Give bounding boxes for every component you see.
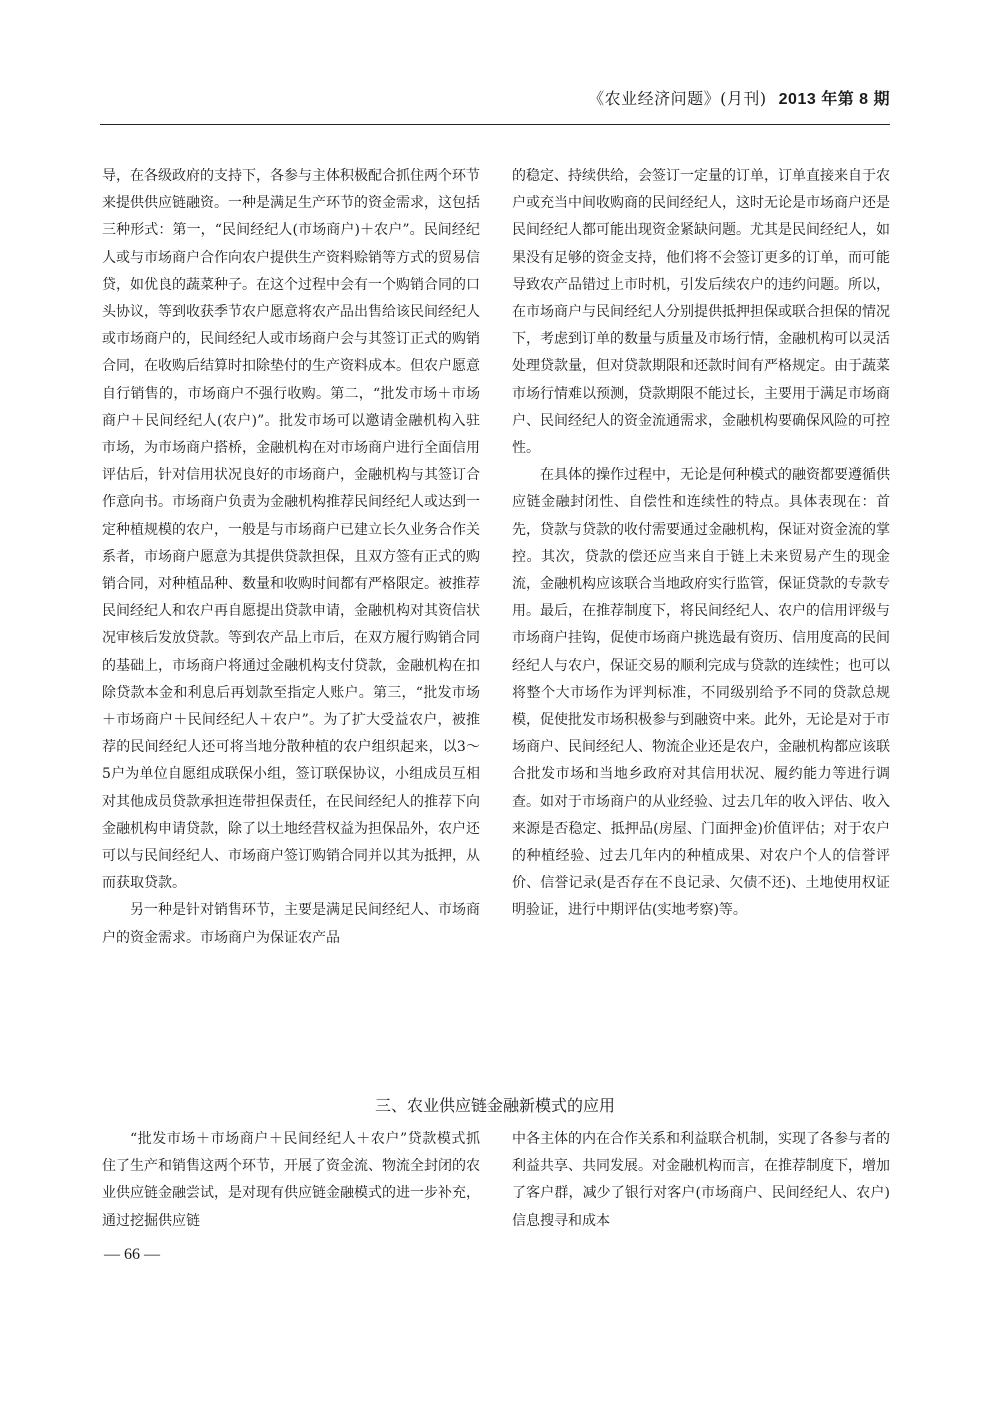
issue-label: 2013 年第 8 期 bbox=[778, 91, 890, 108]
left-column-top bbox=[102, 163, 480, 952]
paragraph: 另一种是针对销售环节，主要是满足民间经纪人、市场商户的资金需求。市场商户为保证农产品 bbox=[102, 902, 480, 946]
paragraph: 中各主体的内在合作关系和利益联合机制，实现了各参与者的利益共享、共同发展。对金融机构而言，在推荐制度下，增加了客户群，减少了银行对客户(市场商户、民间经纪人、农户)信息搜寻和成本 bbox=[512, 1131, 890, 1229]
right-column-bottom bbox=[512, 1126, 890, 1235]
paragraph: “批发市场＋市场商户＋民间经纪人＋农户”贷款模式抓住了生产和销售这两个环节，开展了资金流、物流全封闭的农业供应链金融尝试，是对现有供应链金融模式的进一步补充，通过挖掘供应链 bbox=[102, 1131, 480, 1229]
section-heading: 三、农业供应链金融新模式的应用 bbox=[374, 1096, 615, 1115]
running-header bbox=[100, 86, 890, 109]
paragraph: 导，在各级政府的支持下，各参与主体积极配合抓住两个环节来提供供应链融资。一种是满足生产环节的资金需求，这包括三种形式：第一，“民间经纪人(市场商户)＋农户”。民间经纪人或与市场商户合作向农户提供生产资料赊销等方式的贸易信贷，如优良的蔬菜种子。在这个过程中会有一个购销合同的口头协议，等到收获季节农户愿意将农产品出售给该民间经纪人或市场商户的，民间经纪人或市场商户会与其签订正式的购销合同，在收购后结算时扣除垫付的生产资料成本。但农户愿意自行销售的，市场商户不强行收购。第二，“批发市场＋市场商户＋民间经纪人(农户)”。批发市场可以邀请金融机构入驻市场，为市场商户搭桥，金融机构在对市场商户进行全面信用评估后，针对信用状况良好的市场商户，金融机构与其签订合作意向书。市场商户负责为金融机构推荐民间经纪人或达到一定种植规模的农户，一般是与市场商户已建立长久业务合作关系者，市场商户愿意为其提供贷款担保，且双方签有正式的购销合同，对种植品种、数量和收购时间都有严格限定。被推荐民间经纪人和农户再自愿提出贷款申请，金融机构对其资信状况审核后发放贷款。等到农产品上市后，在双方履行购销合同的基础上，市场商户将通过金融机构支付贷款，金融机构在扣除贷款本金和利息后再划款至指定人账户。第三，“批发市场＋市场商户＋民间经纪人＋农户”。为了扩大受益农户，被推荐的民间经纪人还可将当地分散种植的农户组织起来，以3～5户为单位自愿组成联保小组，签订联保协议，小组成员互相对其他成员贷款承担连带担保责任，在民间经纪人的推荐下向金融机构申请贷款，除了以土地经营权益为担保品外，农户还可以与民间经纪人、市场商户签订购销合同并以其为抵押，从而获取贷款。 bbox=[102, 168, 480, 892]
right-column-top bbox=[512, 163, 890, 925]
header-rule bbox=[100, 124, 890, 125]
page-number: — 66 — bbox=[104, 1246, 160, 1263]
left-column-bottom bbox=[102, 1126, 480, 1235]
paragraph: 的稳定、持续供给，会签订一定量的订单，订单直接来自于农户或充当中间收购商的民间经纪人，这时无论是市场商户还是民间经纪人都可能出现资金紧缺问题。尤其是民间经纪人，如果没有足够的资金支持，他们将不会签订更多的订单，而可能导致农产品错过上市时机，引发后续农户的违约问题。所以，在市场商户与民间经纪人分别提供抵押担保或联合担保的情况下，考虑到订单的数量与质量及市场行情，金融机构可以灵活处理贷款量，但对贷款期限和还款时间有严格规定。由于蔬菜市场行情难以预测，贷款期限不能过长，主要用于满足市场商户、民间经纪人的资金流通需求，金融机构要确保风险的可控性。 bbox=[512, 168, 890, 457]
paragraph: 在具体的操作过程中，无论是何种模式的融资都要遵循供应链金融封闭性、自偿性和连续性的特点。具体表现在：首先，贷款与贷款的收付需要通过金融机构，保证对资金流的掌控。其次，贷款的偿还应当来自于链上未来贸易产生的现金流，金融机构应该联合当地政府实行监管，保证贷款的专款专用。最后，在推荐制度下，将民间经纪人、农户的信用评级与市场商户挂钩，促使市场商户挑选最有资历、信用度高的民间经纪人与农户，保证交易的顺利完成与贷款的连续性；也可以将整个大市场作为评判标准，不同级别给予不同的贷款总规模，促使批发市场积极参与到融资中来。此外，无论是对于市场商户、民间经纪人、物流企业还是农户，金融机构都应该联合批发市场和当地乡政府对其信用状况、履约能力等进行调查。如对于市场商户的从业经验、过去几年的收入评估、收入来源是否稳定、抵押品(房屋、门面押金)价值评估；对于农户的种植经验、过去几年内的种植成果、对农户个人的信誉评价、信誉记录(是否存在不良记录、欠债不还)、土地使用权证明验证，进行中期评估(实地考察)等。 bbox=[512, 467, 890, 919]
journal-title: 《农业经济问题》(月刊) bbox=[588, 89, 767, 108]
